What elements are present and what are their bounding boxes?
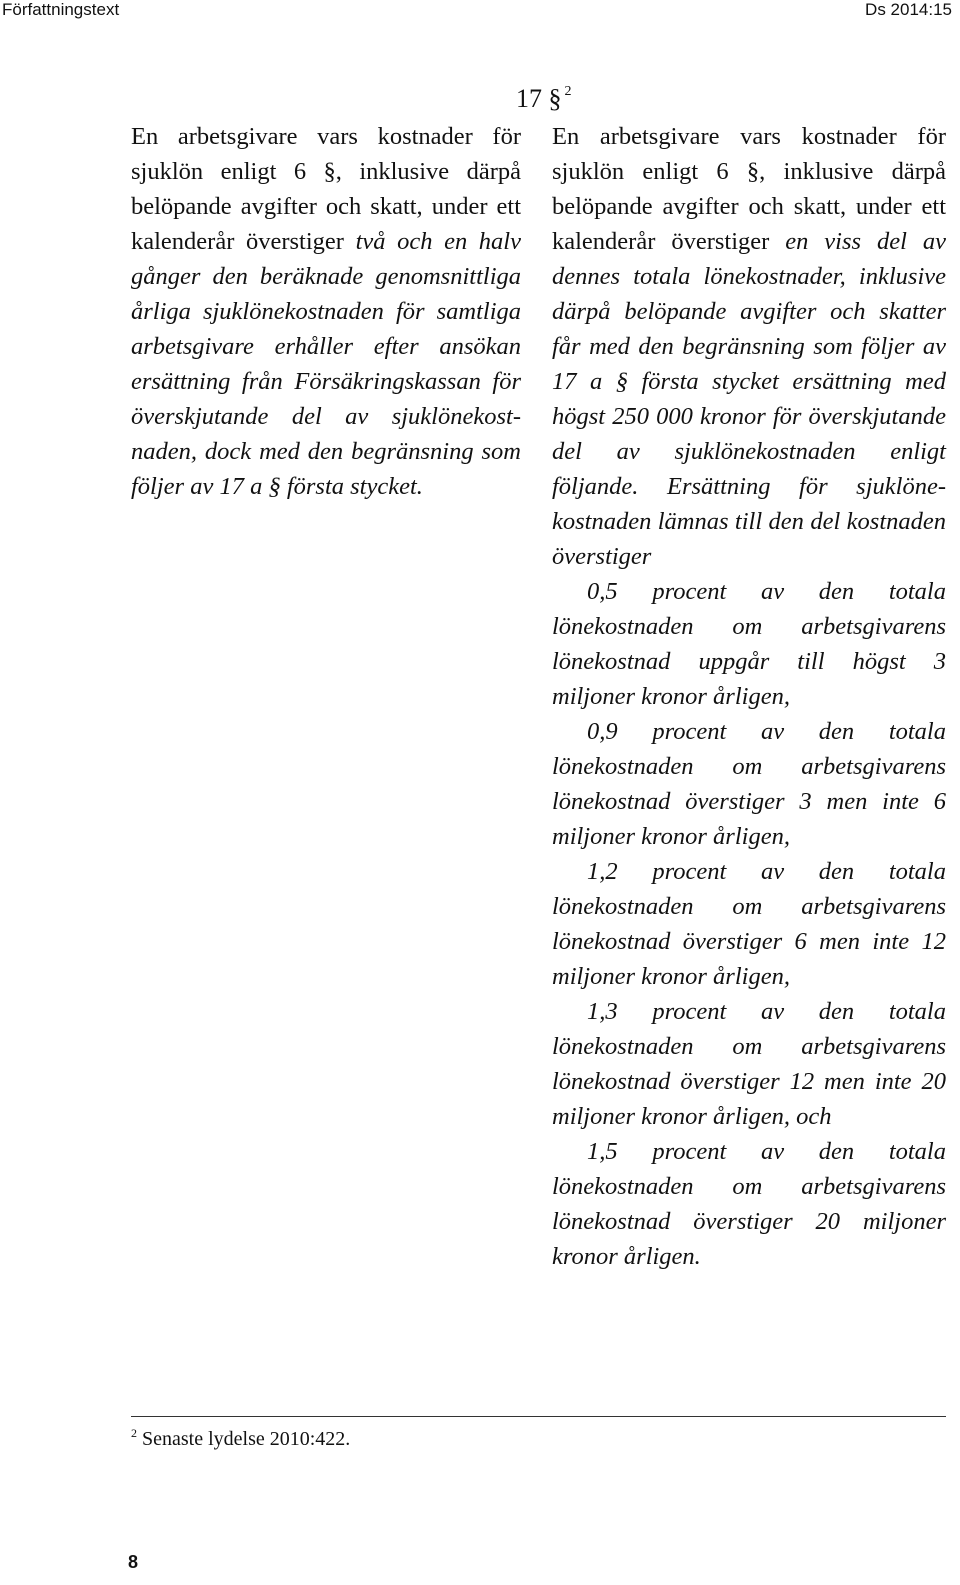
current-paragraph xyxy=(131,119,521,504)
footnote-divider xyxy=(131,1416,946,1417)
page-header xyxy=(0,0,960,24)
proposed-wording-column xyxy=(552,119,946,1274)
list-item: 0,9 procent av den totala lönekostnaden om arbetsgivarens lönekostnad överstiger 3 men inte 6 miljoner kronor årligen, xyxy=(552,718,946,850)
footnote-number: 2 xyxy=(131,1426,137,1440)
header-left-label: Författningstext xyxy=(2,0,120,19)
list-item: 1,2 procent av den totala lönekostnaden om arbetsgivarens lönekostnad överstiger 6 men inte 12 miljoner kronor årligen, xyxy=(552,858,946,990)
proposed-intro-italic: en viss del av dennes totala lönekostnader, inklusive därpå belöpande avgifter och skatter får med den begränsning som följer av 17 a § första stycket ersättning med högst 250 000 kronor för överskjutande del av sjuklönekostnaden enligt följande. Ersättning för sjuklönekostnaden lämnas till den del kostnaden överstiger xyxy=(552,228,946,570)
current-paragraph-italic: två och en halv gånger den beräknade genomsnittliga årliga sjuklönekostnaden för samtliga arbetsgivare erhåller efter ansökan ersättning från Försäkringskassan för överskjutande del av sjuklönekostnaden, dock med den begränsning som följer av 17 a § första stycket. xyxy=(131,228,521,500)
section-number: 17 xyxy=(516,84,542,113)
list-item: 1,5 procent av den totala lönekostnaden om arbetsgivarens lönekostnad överstiger 20 miljoner kronor årligen. xyxy=(552,1138,946,1270)
current-paragraph-text: En arbetsgivare vars kostnader för sjuklön enligt 6 §, inklusive därpå belöpande avgifter och skatt, under ett kalenderår överstiger xyxy=(131,123,521,255)
header-right-label: Ds 2014:15 xyxy=(865,0,952,19)
section-heading xyxy=(516,84,572,114)
current-wording-column xyxy=(131,119,521,504)
proposed-intro-text: En arbetsgivare vars kostnader för sjuklön enligt 6 §, inklusive därpå belöpande avgifter och skatt, under ett kalenderår överstiger xyxy=(552,123,946,255)
footnote-text: Senaste lydelse 2010:422. xyxy=(142,1428,351,1450)
footnote-reference: 2 xyxy=(564,84,572,99)
section-symbol: § xyxy=(548,84,562,113)
proposed-intro-paragraph xyxy=(552,119,946,574)
page-number: 8 xyxy=(128,1552,139,1572)
list-item: 1,3 procent av den totala lönekostnaden om arbetsgivarens lönekostnad överstiger 12 men inte 20 miljoner kronor årligen, och xyxy=(552,998,946,1130)
footnote xyxy=(131,1426,350,1451)
list-item: 0,5 procent av den totala lönekostnaden om arbetsgivarens lönekostnad uppgår till högst 3 miljoner kronor årligen, xyxy=(552,578,946,710)
